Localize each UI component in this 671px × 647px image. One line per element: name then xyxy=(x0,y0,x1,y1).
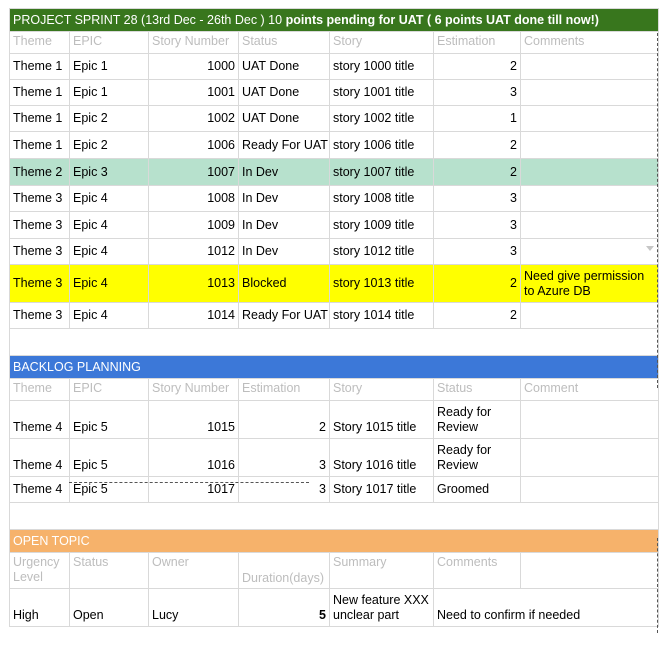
header-comments[interactable]: Comments xyxy=(521,32,659,54)
table-row xyxy=(10,132,659,159)
cell-story-number[interactable]: 1008 xyxy=(149,186,239,212)
cell-estimation[interactable]: 3 xyxy=(434,186,521,212)
header-epic[interactable]: EPIC xyxy=(70,32,149,54)
header-story-number[interactable]: Story Number xyxy=(149,379,239,401)
table-row xyxy=(10,239,659,265)
cell-theme[interactable]: Theme 3 xyxy=(10,186,70,212)
selection-border-bottom xyxy=(69,482,309,483)
cell-story[interactable]: story 1001 title xyxy=(330,80,434,106)
empty-row xyxy=(10,329,659,356)
cell-theme[interactable]: Theme 1 xyxy=(10,80,70,106)
cell-theme[interactable]: Theme 3 xyxy=(10,303,70,329)
cell-status[interactable]: Groomed xyxy=(434,477,521,503)
header-estimation[interactable]: Estimation xyxy=(239,379,330,401)
cell-epic[interactable]: Epic 3 xyxy=(70,159,149,186)
cell-estimation[interactable]: 2 xyxy=(434,265,521,303)
header-owner[interactable]: Owner xyxy=(149,553,239,589)
header-status[interactable]: Status xyxy=(434,379,521,401)
cell-story[interactable]: story 1000 title xyxy=(330,54,434,80)
cell-comment[interactable] xyxy=(521,132,659,159)
cell-urgency[interactable]: High xyxy=(10,589,70,627)
cell-story-number[interactable]: 1016 xyxy=(149,439,239,477)
backlog-header-row xyxy=(10,379,659,401)
cell-epic[interactable]: Epic 4 xyxy=(70,265,149,303)
cell-story-number[interactable]: 1009 xyxy=(149,212,239,239)
sprint-header-row xyxy=(10,32,659,54)
table-row xyxy=(10,106,659,132)
open-topic-banner-cell[interactable]: OPEN TOPIC xyxy=(10,530,659,553)
cell-estimation[interactable]: 2 xyxy=(239,401,330,439)
table-row xyxy=(10,212,659,239)
cell-story-number[interactable]: 1015 xyxy=(149,401,239,439)
sprint-sheet-table xyxy=(9,8,659,627)
cell-theme[interactable]: Theme 4 xyxy=(10,401,70,439)
table-row xyxy=(10,589,659,627)
open-topic-banner xyxy=(10,530,659,553)
cell-story-number[interactable]: 1007 xyxy=(149,159,239,186)
header-comments[interactable]: Comments xyxy=(434,553,521,589)
cell-theme[interactable]: Theme 3 xyxy=(10,239,70,265)
cell-estimation[interactable]: 1 xyxy=(434,106,521,132)
cell-epic[interactable]: Epic 1 xyxy=(70,80,149,106)
sprint-title-prefix: PROJECT SPRINT 28 (13rd Dec - 26th Dec ) 10 xyxy=(13,12,286,27)
cell-epic[interactable]: Epic 4 xyxy=(70,212,149,239)
backlog-banner-cell[interactable]: BACKLOG PLANNING xyxy=(10,356,659,379)
cell-estimation[interactable]: 2 xyxy=(434,303,521,329)
selection-border-right xyxy=(657,33,658,388)
empty-row xyxy=(10,503,659,530)
header-status[interactable]: Status xyxy=(239,32,330,54)
cell-story[interactable]: story 1009 title xyxy=(330,212,434,239)
cell-status[interactable]: In Dev xyxy=(239,186,330,212)
table-row xyxy=(10,401,659,439)
cell-theme[interactable]: Theme 3 xyxy=(10,265,70,303)
cell-epic[interactable]: Epic 5 xyxy=(70,477,149,503)
sprint-title-bold: points pending for UAT ( 6 points UAT done till now!) xyxy=(285,12,599,27)
header-duration[interactable]: Duration(days) xyxy=(239,553,330,589)
cell-story-number[interactable]: 1002 xyxy=(149,106,239,132)
selection-border-right-lower xyxy=(657,538,658,633)
cell-estimation[interactable]: 3 xyxy=(434,239,521,265)
cell-status[interactable]: Ready for Review xyxy=(434,401,521,439)
header-story[interactable]: Story xyxy=(330,379,434,401)
cell-story-number[interactable]: 1000 xyxy=(149,54,239,80)
cell-estimation[interactable]: 3 xyxy=(239,477,330,503)
cell-epic[interactable]: Epic 5 xyxy=(70,401,149,439)
header-story[interactable]: Story xyxy=(330,32,434,54)
cell-status[interactable]: In Dev xyxy=(239,212,330,239)
cell-comment[interactable] xyxy=(521,477,659,503)
cell-theme[interactable]: Theme 4 xyxy=(10,439,70,477)
cell-status[interactable]: In Dev xyxy=(239,159,330,186)
cell-status[interactable]: UAT Done xyxy=(239,80,330,106)
cell-story[interactable]: Story 1016 title xyxy=(330,439,434,477)
cell-comment[interactable] xyxy=(521,159,659,186)
sprint-banner xyxy=(10,9,659,32)
cell-status[interactable]: Blocked xyxy=(239,265,330,303)
cell-theme[interactable]: Theme 1 xyxy=(10,106,70,132)
table-row-blocked-highlight xyxy=(10,265,659,303)
cell-comments[interactable]: Need to confirm if needed xyxy=(434,589,659,627)
cell-comment[interactable] xyxy=(521,54,659,80)
backlog-banner xyxy=(10,356,659,379)
table-row xyxy=(10,54,659,80)
open-topic-header-row xyxy=(10,553,659,589)
table-row xyxy=(10,477,659,503)
cell-story-number[interactable]: 1001 xyxy=(149,80,239,106)
empty-cell[interactable] xyxy=(10,503,659,530)
cell-comment[interactable] xyxy=(521,212,659,239)
cell-estimation[interactable]: 3 xyxy=(434,80,521,106)
cell-story[interactable]: story 1002 title xyxy=(330,106,434,132)
cell-story-number[interactable]: 1006 xyxy=(149,132,239,159)
header-story-number[interactable]: Story Number xyxy=(149,32,239,54)
cell-story[interactable]: story 1012 title xyxy=(330,239,434,265)
cell-status[interactable]: In Dev xyxy=(239,239,330,265)
cell-status[interactable]: UAT Done xyxy=(239,106,330,132)
cell-duration[interactable]: 5 xyxy=(239,589,330,627)
cell-comment[interactable] xyxy=(521,303,659,329)
cell-comment[interactable] xyxy=(521,80,659,106)
table-row xyxy=(10,80,659,106)
cell-story[interactable]: Story 1017 title xyxy=(330,477,434,503)
cell-story-number[interactable]: 1012 xyxy=(149,239,239,265)
cell-comment[interactable] xyxy=(521,439,659,477)
header-empty[interactable] xyxy=(521,553,659,589)
cell-story-number[interactable]: 1017 xyxy=(149,477,239,503)
header-comment[interactable]: Comment xyxy=(521,379,659,401)
table-row xyxy=(10,439,659,477)
header-status[interactable]: Status xyxy=(70,553,149,589)
sprint-banner-cell[interactable] xyxy=(10,9,659,32)
cell-theme[interactable]: Theme 1 xyxy=(10,132,70,159)
cell-theme[interactable]: Theme 2 xyxy=(10,159,70,186)
cell-epic[interactable]: Epic 2 xyxy=(70,106,149,132)
cell-estimation[interactable]: 2 xyxy=(434,54,521,80)
cell-status[interactable]: Ready for Review xyxy=(434,439,521,477)
cell-story[interactable]: story 1013 title xyxy=(330,265,434,303)
cell-status[interactable]: Open xyxy=(70,589,149,627)
cell-story[interactable]: story 1007 title xyxy=(330,159,434,186)
spreadsheet xyxy=(9,8,658,627)
cell-status[interactable]: UAT Done xyxy=(239,54,330,80)
cell-story[interactable]: story 1008 title xyxy=(330,186,434,212)
cell-estimation[interactable]: 2 xyxy=(434,159,521,186)
cell-story[interactable]: story 1006 title xyxy=(330,132,434,159)
empty-cell[interactable] xyxy=(10,329,659,356)
cell-owner[interactable]: Lucy xyxy=(149,589,239,627)
cell-story-number[interactable]: 1013 xyxy=(149,265,239,303)
cell-epic[interactable]: Epic 1 xyxy=(70,54,149,80)
cell-comment[interactable] xyxy=(521,401,659,439)
cell-comment[interactable] xyxy=(521,239,659,265)
cell-comment[interactable]: Need give permission to Azure DB xyxy=(521,265,659,303)
cell-estimation[interactable]: 2 xyxy=(434,132,521,159)
table-row xyxy=(10,303,659,329)
header-estimation[interactable]: Estimation xyxy=(434,32,521,54)
cell-status[interactable]: Ready For UAT xyxy=(239,132,330,159)
cell-story[interactable]: story 1014 title xyxy=(330,303,434,329)
cell-epic[interactable]: Epic 4 xyxy=(70,303,149,329)
cell-epic[interactable]: Epic 4 xyxy=(70,239,149,265)
header-theme[interactable]: Theme xyxy=(10,32,70,54)
cell-epic[interactable]: Epic 4 xyxy=(70,186,149,212)
table-row xyxy=(10,186,659,212)
cell-story-number[interactable]: 1014 xyxy=(149,303,239,329)
cell-story[interactable]: Story 1015 title xyxy=(330,401,434,439)
cell-summary[interactable]: New feature XXX unclear part xyxy=(330,589,434,627)
dropdown-arrow-icon[interactable] xyxy=(646,246,654,251)
cell-estimation[interactable]: 3 xyxy=(239,439,330,477)
cell-theme[interactable]: Theme 1 xyxy=(10,54,70,80)
cell-theme[interactable]: Theme 3 xyxy=(10,212,70,239)
header-summary[interactable]: Summary xyxy=(330,553,434,589)
cell-theme[interactable]: Theme 4 xyxy=(10,477,70,503)
cell-epic[interactable]: Epic 5 xyxy=(70,439,149,477)
cell-status[interactable]: Ready For UAT xyxy=(239,303,330,329)
cell-epic[interactable]: Epic 2 xyxy=(70,132,149,159)
header-urgency-level[interactable]: Urgency Level xyxy=(10,553,70,589)
cell-comment[interactable] xyxy=(521,186,659,212)
table-row-in-dev-highlight xyxy=(10,159,659,186)
cell-comment[interactable] xyxy=(521,106,659,132)
header-theme[interactable]: Theme xyxy=(10,379,70,401)
header-epic[interactable]: EPIC xyxy=(70,379,149,401)
cell-estimation[interactable]: 3 xyxy=(434,212,521,239)
